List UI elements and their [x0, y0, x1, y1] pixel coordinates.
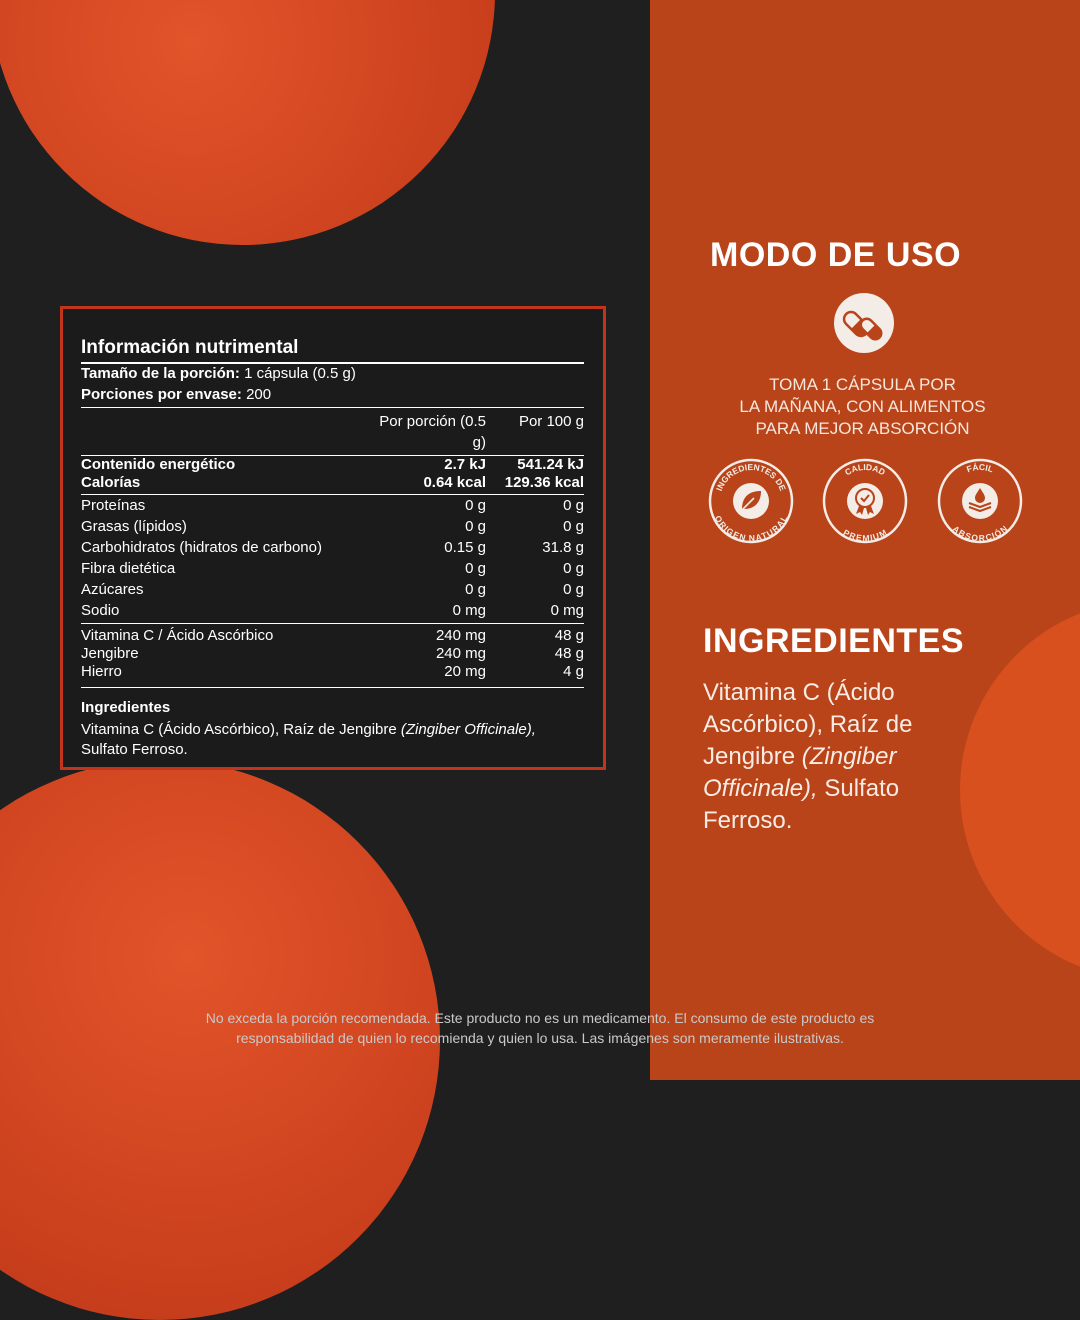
row-value-100g: 0 g: [563, 518, 584, 535]
row-value-100g: 129.36 kcal: [504, 474, 584, 491]
row-label: Grasas (lípidos): [81, 518, 187, 535]
micro-section: [81, 624, 584, 688]
row-label: Fibra dietética: [81, 560, 176, 577]
svg-text:FÁCIL: [965, 462, 994, 474]
row-label: Proteínas: [81, 497, 146, 514]
col-per-serving: Por porción (0.5 g): [379, 413, 486, 451]
row-value-100g: 4 g: [563, 663, 584, 680]
table-row: [81, 645, 584, 663]
premium-quality-badge: [822, 458, 908, 544]
table-ingredients-text: [81, 720, 584, 760]
table-row: [81, 456, 584, 474]
table-row: [81, 579, 584, 600]
row-label: Vitamina C / Ácido Ascórbico: [81, 627, 274, 644]
disclaimer: [100, 1008, 980, 1048]
row-label: Contenido energético: [81, 456, 236, 473]
row-value-100g: 48 g: [554, 627, 584, 644]
decorative-blob-top: [0, 0, 495, 245]
servings-value: 200: [246, 386, 272, 403]
table-row: [81, 558, 584, 579]
row-value-serving: 0 g: [465, 518, 486, 535]
row-label: Carbohidratos (hidratos de carbono): [81, 539, 322, 556]
row-label: Calorías: [81, 474, 141, 491]
row-value-serving: 240 mg: [435, 645, 486, 662]
row-value-100g: 0 mg: [550, 602, 584, 619]
table-row: [81, 627, 584, 645]
row-value-100g: 48 g: [554, 645, 584, 662]
row-value-serving: 0 mg: [452, 602, 486, 619]
row-value-serving: 0 g: [465, 581, 486, 598]
table-ingredients-title: Ingredientes: [81, 699, 171, 716]
row-value-100g: 31.8 g: [542, 539, 584, 556]
row-value-100g: 0 g: [563, 560, 584, 577]
badge-top-text: FÁCIL: [965, 461, 995, 475]
usage-line: PARA MEJOR ABSORCIÓN: [755, 419, 970, 438]
table-row: [81, 600, 584, 621]
ingredients-part: Vitamina C (Ácido Ascórbico), Raíz de Jengibre: [81, 721, 401, 738]
badge-bottom-text: ORIGEN NATURAL: [712, 513, 790, 544]
ingredients-text: [703, 677, 993, 837]
disclaimer-line: No exceda la porción recomendada. Este producto no es un medicamento. El consumo de este producto es: [205, 1010, 875, 1026]
badge-top-text: CALIDAD: [843, 461, 887, 478]
row-label: Hierro: [81, 663, 122, 680]
ingredients-heading: INGREDIENTES: [703, 622, 965, 660]
row-label: Jengibre: [81, 645, 139, 662]
row-value-100g: 541.24 kJ: [517, 456, 584, 473]
row-value-serving: 2.7 kJ: [444, 456, 486, 473]
serving-size: [81, 364, 584, 383]
energy-section: [81, 456, 584, 495]
macro-section: [81, 495, 584, 624]
capsule-icon: [834, 293, 894, 353]
row-value-serving: 0.64 kcal: [423, 474, 486, 491]
row-value-serving: 0.15 g: [444, 539, 486, 556]
ingredients-part: Sulfato Ferroso.: [703, 775, 900, 834]
ingredients-scientific-name: (Zingiber Officinale),: [400, 721, 536, 738]
row-label: Sodio: [81, 602, 120, 619]
ingredients-scientific-name: (Zingiber Officinale),: [703, 743, 897, 802]
usage-line: LA MAÑANA, CON ALIMENTOS: [739, 397, 986, 416]
table-row: [81, 537, 584, 558]
easy-absorption-badge: [937, 458, 1023, 544]
col-per-100g: Por 100 g: [518, 413, 584, 430]
row-value-100g: 0 g: [563, 581, 584, 598]
row-value-serving: 0 g: [465, 560, 486, 577]
usage-instructions: [690, 374, 1035, 440]
ingredients-part: Sulfato Ferroso.: [81, 741, 188, 758]
natural-origin-badge: [708, 458, 794, 544]
disclaimer-line: responsabilidad de quien lo recomienda y quien lo usa. Las imágenes son meramente ilustrativas.: [236, 1030, 844, 1046]
badge-bottom-text: ABSORCIÓN: [950, 523, 1010, 544]
table-row: [81, 474, 584, 492]
row-value-serving: 0 g: [465, 497, 486, 514]
svg-text:PREMIUM: [842, 527, 889, 543]
row-value-100g: 0 g: [563, 497, 584, 514]
nutrition-title: Información nutrimental: [81, 337, 584, 364]
row-value-serving: 240 mg: [435, 627, 486, 644]
row-label: Azúcares: [81, 581, 144, 598]
servings-label: Porciones por envase:: [81, 386, 242, 403]
row-value-serving: 20 mg: [444, 663, 486, 680]
serving-size-label: Tamaño de la porción:: [81, 365, 240, 382]
nutrition-facts-table: [60, 306, 606, 770]
table-header-row: [81, 408, 584, 456]
servings-per-container: [81, 385, 584, 408]
serving-size-value: 1 cápsula (0.5 g): [244, 365, 356, 382]
badge-bottom-text: PREMIUM: [841, 527, 889, 544]
table-row: [81, 516, 584, 537]
usage-line: TOMA 1 CÁPSULA POR: [769, 375, 956, 394]
ingredients-part: Vitamina C (Ácido Ascórbico), Raíz de Jengibre: [703, 679, 913, 770]
badge-top-text: INGREDIENTES DE: [713, 461, 789, 493]
svg-text:ABSORCIÓN: [951, 524, 1010, 544]
usage-heading: MODO DE USO: [710, 236, 962, 274]
table-row: [81, 663, 584, 681]
table-row: [81, 495, 584, 516]
